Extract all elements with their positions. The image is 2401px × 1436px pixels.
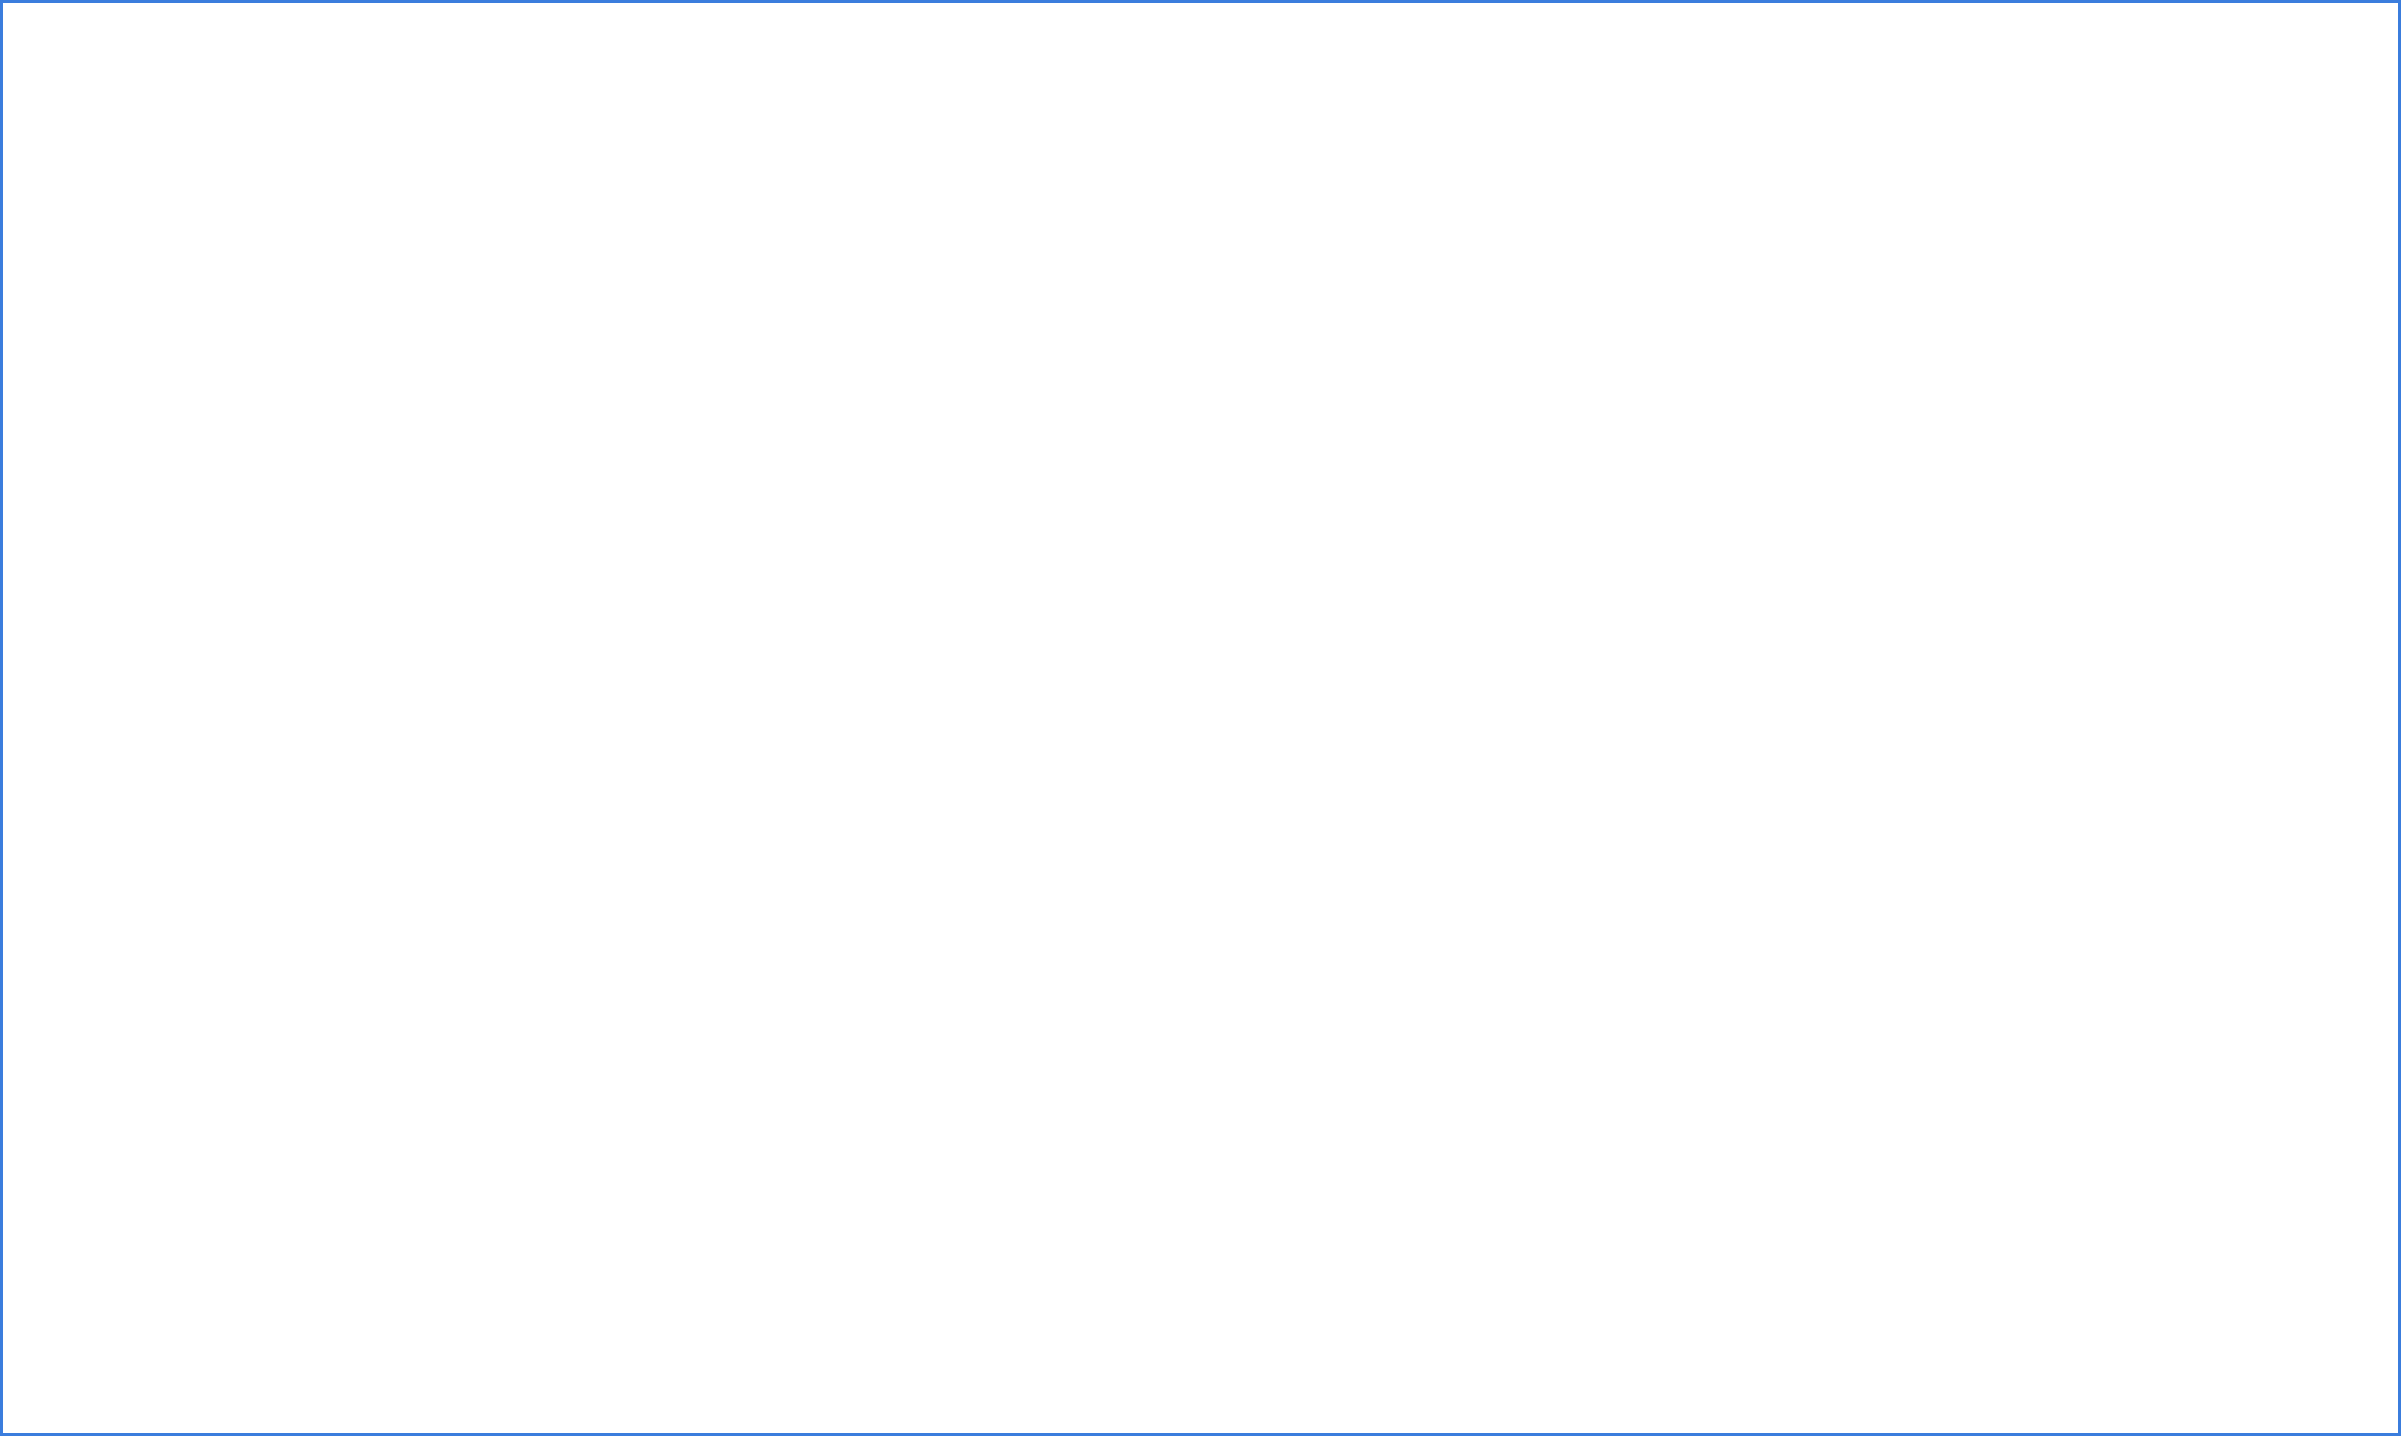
blank-content-area[interactable] — [6, 6, 2395, 1430]
